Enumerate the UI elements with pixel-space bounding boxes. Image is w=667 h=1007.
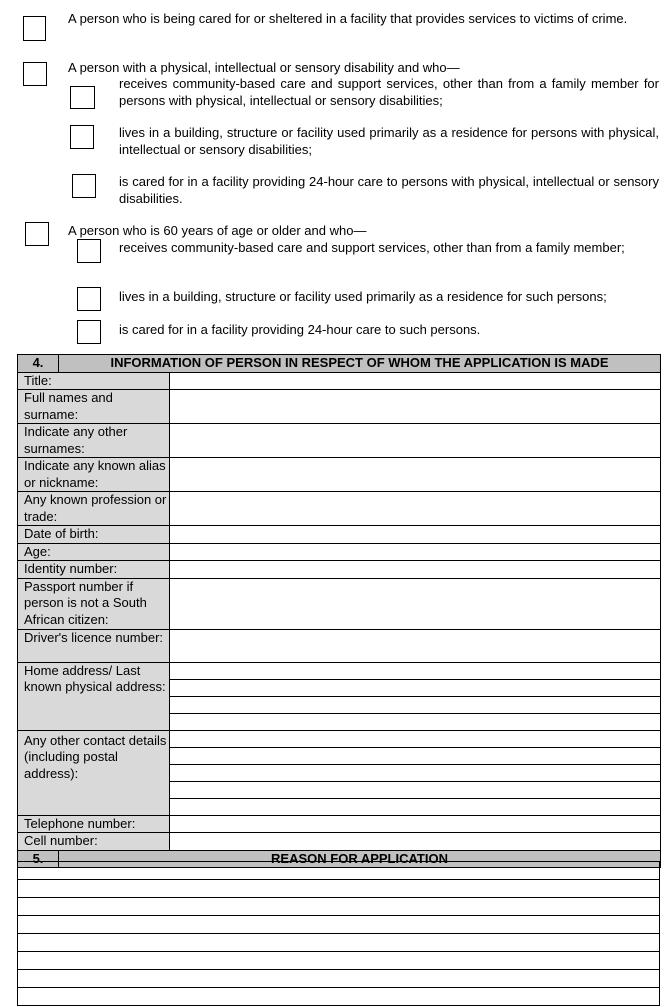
checkbox-elderly-community-care[interactable]: [77, 239, 101, 263]
option-disability-24h-care: is cared for in a facility providing 24-hour care to persons with physical, intellectual or sensory disabilities.: [119, 174, 659, 206]
checkbox-disability-residence[interactable]: [70, 125, 94, 149]
option-elderly-24h-care: is cared for in a facility providing 24-hour care to such persons.: [119, 322, 481, 337]
checkbox-disability-24h-care[interactable]: [72, 174, 96, 198]
field-row-full-names: [18, 390, 661, 424]
field-row-passport: [18, 578, 661, 629]
home-address-line-4[interactable]: [170, 713, 661, 730]
section4-table: [17, 354, 661, 868]
field-label: Title:: [18, 372, 170, 390]
field-label: Any known profession or trade:: [18, 492, 170, 526]
field-row-date-of-birth: [18, 526, 661, 544]
passport-number-input[interactable]: [170, 578, 661, 629]
checkbox-elderly-24h-care[interactable]: [77, 320, 101, 344]
other-surnames-input[interactable]: [170, 424, 661, 458]
option-disability-residence: lives in a building, structure or facility used primarily as a residence for persons with physical, intellectual or sensory disabilities;: [119, 125, 659, 157]
title-input[interactable]: [170, 372, 661, 390]
drivers-licence-input[interactable]: [170, 629, 661, 662]
field-label: Identity number:: [18, 561, 170, 579]
field-label: Telephone number:: [18, 815, 170, 833]
field-row-age: [18, 543, 661, 561]
field-label: Driver's licence number:: [18, 629, 170, 662]
field-row-telephone: [18, 815, 661, 833]
option-victims-of-crime: A person who is being cared for or sheltered in a facility that provides services to victims of crime.: [68, 11, 628, 26]
field-label: Full names and surname:: [18, 390, 170, 424]
section4-number: 4.: [18, 355, 59, 373]
reason-line-4[interactable]: [18, 916, 660, 934]
field-row-home-address: [18, 662, 661, 679]
field-label: Home address/ Last known physical address:: [18, 662, 170, 730]
checkbox-disability[interactable]: [23, 62, 47, 86]
option-elderly-community-care: receives community-based care and support services, other than from a family member;: [119, 240, 625, 255]
checkbox-elderly-residence[interactable]: [77, 287, 101, 311]
option-elderly-intro: A person who is 60 years of age or older and who—: [68, 223, 367, 238]
field-label: Indicate any other surnames:: [18, 424, 170, 458]
reason-line-5[interactable]: [18, 934, 660, 952]
alias-input[interactable]: [170, 458, 661, 492]
reason-line-8[interactable]: [18, 988, 660, 1006]
field-row-other-surnames: [18, 424, 661, 458]
contact-details-line-1[interactable]: [170, 730, 661, 747]
checkbox-disability-community-care[interactable]: [70, 86, 95, 109]
reason-line-6[interactable]: [18, 952, 660, 970]
section4-title: INFORMATION OF PERSON IN RESPECT OF WHOM THE APPLICATION IS MADE: [59, 355, 661, 373]
field-label: Date of birth:: [18, 526, 170, 544]
field-row-title: [18, 372, 661, 390]
home-address-line-1[interactable]: [170, 662, 661, 679]
section4-header: [18, 355, 661, 373]
cell-number-input[interactable]: [170, 833, 661, 851]
field-row-alias: [18, 458, 661, 492]
date-of-birth-input[interactable]: [170, 526, 661, 544]
option-disability-community-care: receives community-based care and support services, other than from a family member for persons with physical, intellectual or sensory disabilities;: [119, 76, 659, 108]
profession-input[interactable]: [170, 492, 661, 526]
field-row-identity-number: [18, 561, 661, 579]
option-disability-intro: A person with a physical, intellectual or sensory disability and who—: [68, 60, 460, 75]
home-address-line-3[interactable]: [170, 696, 661, 713]
field-row-drivers-licence: [18, 629, 661, 662]
identity-number-input[interactable]: [170, 561, 661, 579]
contact-details-line-3[interactable]: [170, 764, 661, 781]
contact-details-line-2[interactable]: [170, 747, 661, 764]
telephone-number-input[interactable]: [170, 815, 661, 833]
section5-title: REASON FOR APPLICATION: [59, 850, 661, 868]
reason-lines: [17, 861, 660, 1006]
reason-line-1[interactable]: [18, 862, 660, 880]
field-label: Passport number if person is not a South African citizen:: [18, 578, 170, 629]
reason-line-2[interactable]: [18, 880, 660, 898]
field-label: Indicate any known alias or nickname:: [18, 458, 170, 492]
contact-details-line-5[interactable]: [170, 798, 661, 815]
checkbox-victims-of-crime[interactable]: [23, 16, 46, 41]
checkbox-elderly[interactable]: [25, 222, 49, 246]
full-names-input[interactable]: [170, 390, 661, 424]
field-label: Age:: [18, 543, 170, 561]
field-row-cell: [18, 833, 661, 851]
age-input[interactable]: [170, 543, 661, 561]
field-row-contact-details: [18, 730, 661, 747]
section5-number: 5.: [18, 850, 59, 868]
field-label: Cell number:: [18, 833, 170, 851]
contact-details-line-4[interactable]: [170, 781, 661, 798]
home-address-line-2[interactable]: [170, 679, 661, 696]
reason-line-3[interactable]: [18, 898, 660, 916]
field-row-profession: [18, 492, 661, 526]
field-label: Any other contact details (including postal address):: [18, 730, 170, 815]
option-elderly-residence: lives in a building, structure or facility used primarily as a residence for such persons;: [119, 289, 607, 304]
reason-line-7[interactable]: [18, 970, 660, 988]
